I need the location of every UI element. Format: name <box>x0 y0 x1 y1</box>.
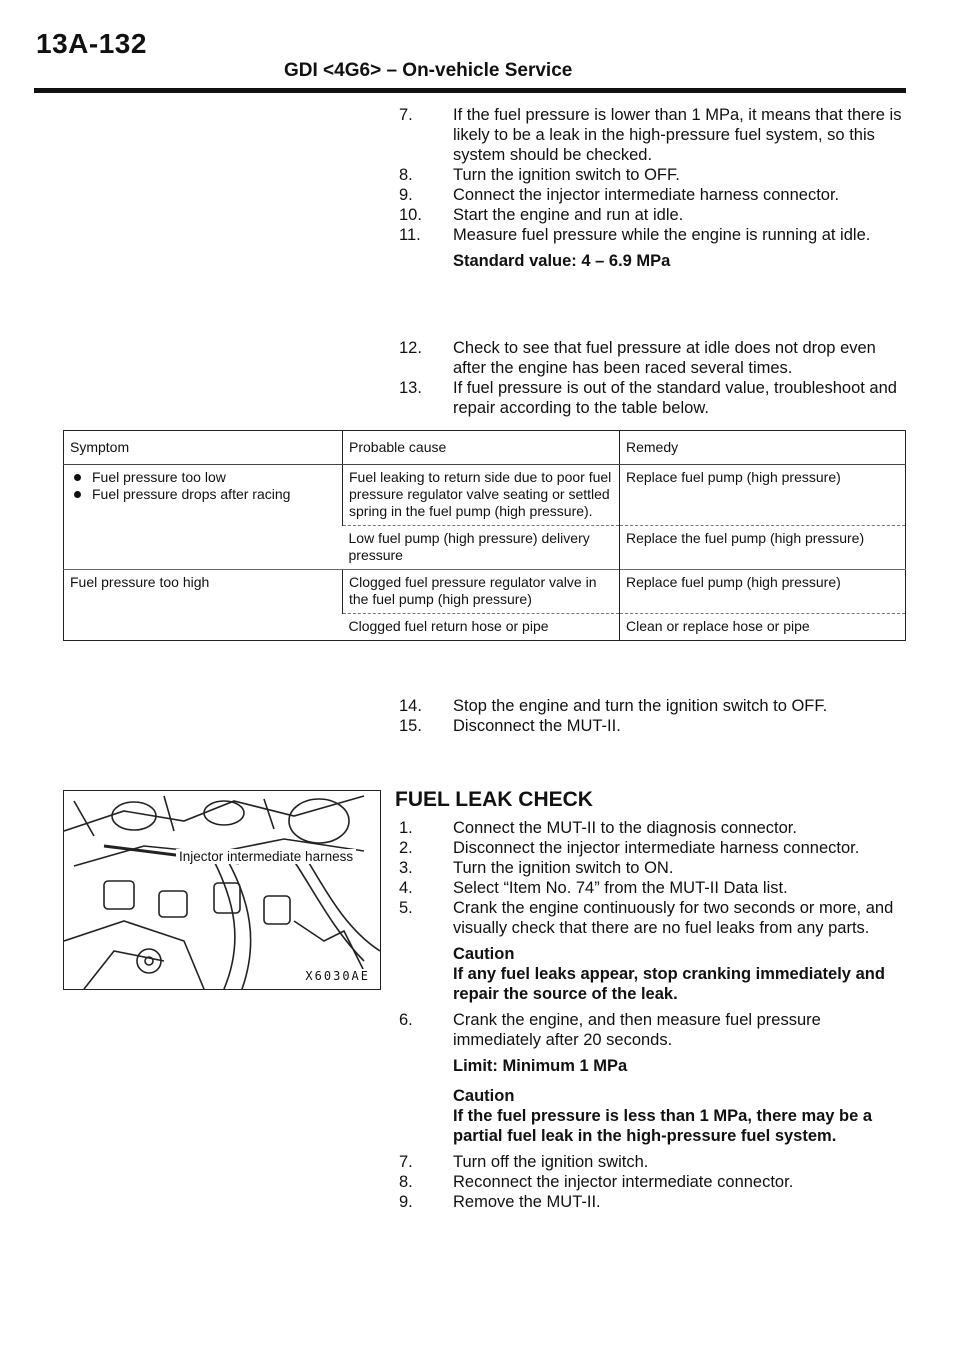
engine-figure <box>63 790 381 990</box>
page-title: GDI <4G6> – On-vehicle Service <box>284 60 573 81</box>
remedy-cell: Replace the fuel pump (high pressure) <box>620 526 906 570</box>
fuel-leak-steps <box>395 818 907 1212</box>
header-rule <box>34 88 906 93</box>
step-item: 5. Crank the engine continuously for two seconds or more, and visually check that there are no fuel leaks from any parts. <box>399 899 894 937</box>
header-probable-cause: Probable cause <box>343 431 620 465</box>
step-item: 6. Crank the engine, and then measure fuel pressure immediately after 20 seconds. <box>399 1011 821 1049</box>
remedy-cell: Replace fuel pump (high pressure) <box>620 570 906 614</box>
header-remedy: Remedy <box>620 431 906 465</box>
standard-value: Standard value: 4 – 6.9 MPa <box>453 252 671 270</box>
caution-text: If the fuel pressure is less than 1 MPa, there may be a partial fuel leak in the high-pressure fuel system. <box>453 1107 873 1145</box>
step-item: 1. Connect the MUT-II to the diagnosis connector. <box>399 819 797 837</box>
cause-cell: Low fuel pump (high pressure) delivery pressure <box>343 526 620 570</box>
steps-top <box>395 105 907 271</box>
step-item: 7. Turn off the ignition switch. <box>399 1153 649 1171</box>
page-number: 13A-132 <box>36 28 147 59</box>
figure-label: Injector intermediate harness <box>176 849 356 864</box>
section-title: FUEL LEAK CHECK <box>395 788 593 811</box>
step-item: 8. Reconnect the injector intermediate connector. <box>399 1173 794 1191</box>
remedy-cell: Replace fuel pump (high pressure) <box>620 465 906 526</box>
step-item: 13. If fuel pressure is out of the standard value, troubleshoot and repair according to the table below. <box>399 379 897 417</box>
caution-title: Caution <box>453 945 515 963</box>
engine-illustration <box>64 791 380 989</box>
step-item: 10. Start the engine and run at idle. <box>399 206 684 224</box>
step-item: 12. Check to see that fuel pressure at idle does not drop even after the engine has been raced several times. <box>399 339 876 377</box>
cause-cell: Clogged fuel return hose or pipe <box>343 614 620 641</box>
step-item: 11. Measure fuel pressure while the engine is running at idle. <box>399 226 871 244</box>
step-item: 15. Disconnect the MUT-II. <box>399 717 621 735</box>
steps-after-table <box>395 696 907 736</box>
step-item: 9. Connect the injector intermediate harness connector. <box>399 186 840 204</box>
step-item: 9. Remove the MUT-II. <box>399 1193 601 1211</box>
cause-cell: Fuel leaking to return side due to poor fuel pressure regulator valve seating or settled spring in the fuel pump (high pressure). <box>343 465 620 526</box>
cause-cell: Clogged fuel pressure regulator valve in the fuel pump (high pressure) <box>343 570 620 614</box>
header-symptom: Symptom <box>64 431 343 465</box>
symptom-cell: Fuel pressure too high <box>64 570 343 641</box>
symptom-cell <box>64 465 343 570</box>
limit-value: Limit: Minimum 1 MPa <box>453 1057 628 1075</box>
table-row <box>64 465 906 526</box>
step-item: 4. Select “Item No. 74” from the MUT-II Data list. <box>399 879 788 897</box>
steps-mid <box>395 338 907 418</box>
caution-text: If any fuel leaks appear, stop cranking immediately and repair the source of the leak. <box>453 965 885 1003</box>
remedy-cell: Clean or replace hose or pipe <box>620 614 906 641</box>
step-item: 7. If the fuel pressure is lower than 1 MPa, it means that there is likely to be a leak in the high-pressure fuel system, so this system should be checked. <box>399 106 902 164</box>
symptom-bullet: Fuel pressure drops after racing <box>70 486 336 503</box>
caution-title: Caution <box>453 1087 515 1105</box>
table-header-row <box>64 431 906 465</box>
step-item: 2. Disconnect the injector intermediate harness connector. <box>399 839 860 857</box>
symptom-bullet: Fuel pressure too low <box>70 469 336 486</box>
troubleshooting-table <box>63 430 906 641</box>
step-item: 14. Stop the engine and turn the ignition switch to OFF. <box>399 697 828 715</box>
step-item: 8. Turn the ignition switch to OFF. <box>399 166 680 184</box>
table-row <box>64 570 906 614</box>
figure-code: X6030AE <box>305 969 370 983</box>
step-item: 3. Turn the ignition switch to ON. <box>399 859 674 877</box>
